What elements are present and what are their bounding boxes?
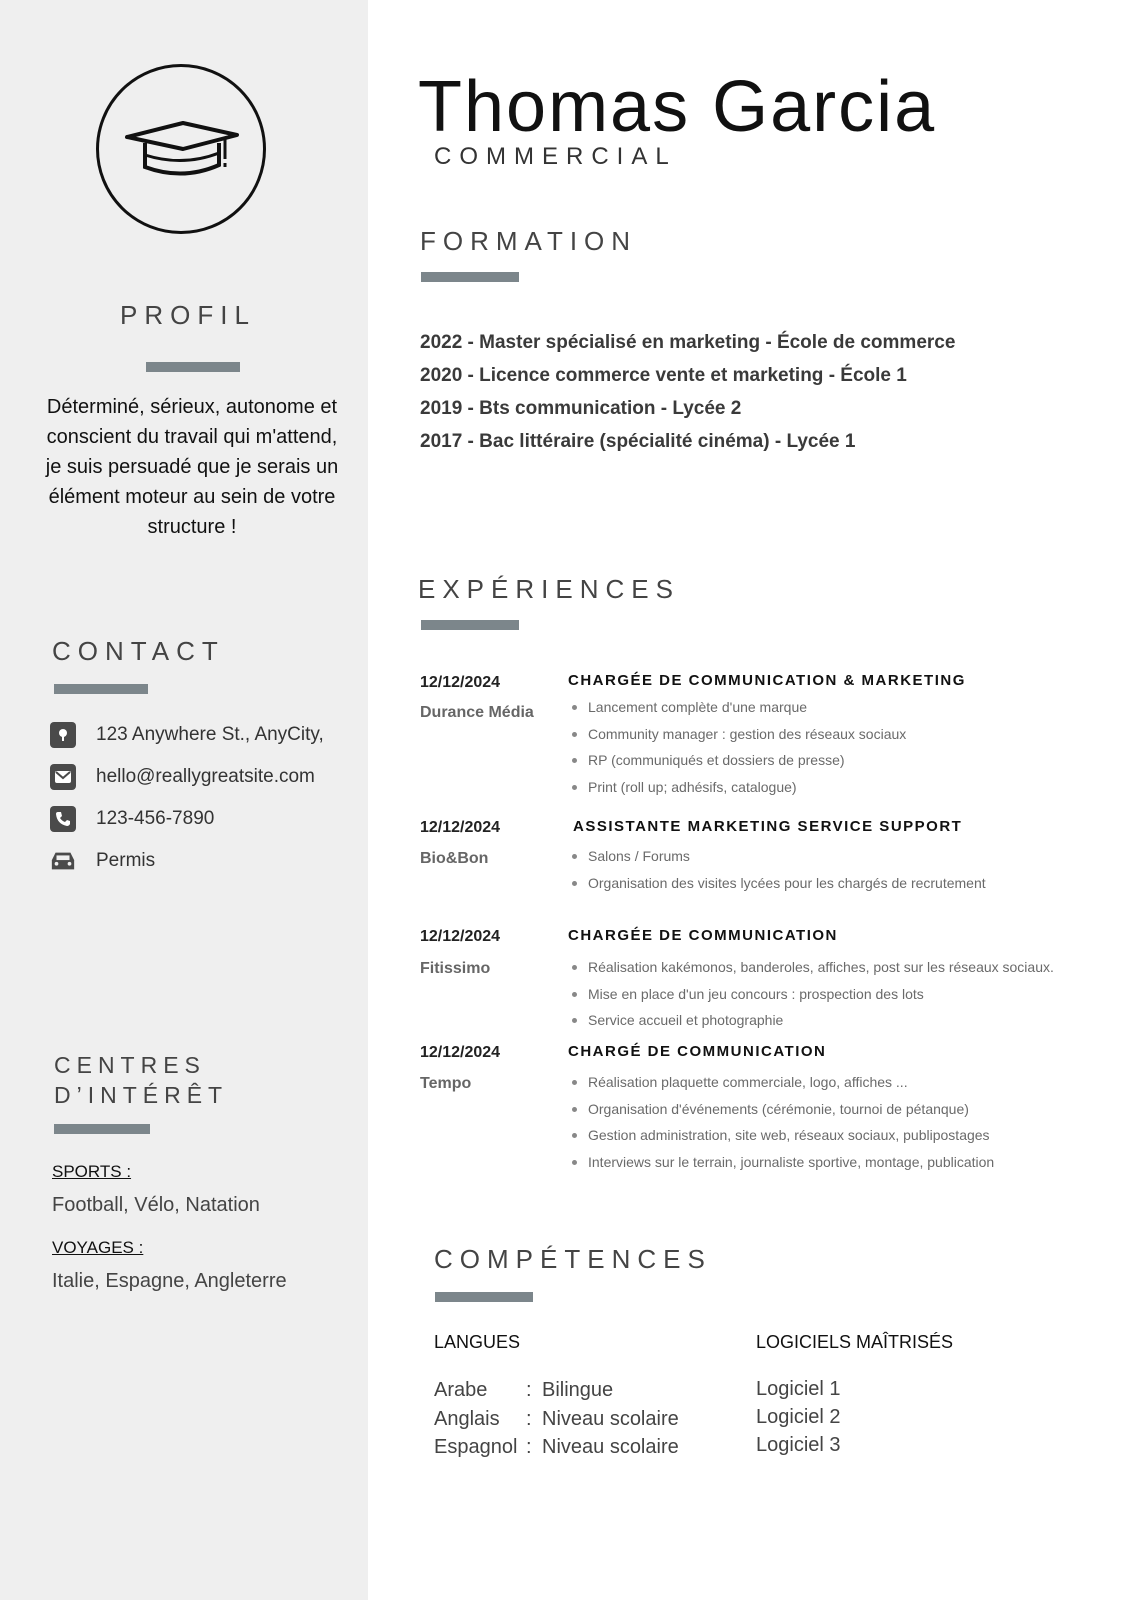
experience-bullets	[568, 954, 1054, 1034]
experience-bullet: Community manager : gestion des réseaux sociaux	[568, 721, 906, 748]
experience-bullet: Mise en place d'un jeu concours : prospection des lots	[568, 981, 1054, 1008]
experience-title: CHARGÉE DE COMMUNICATION & MARKETING	[568, 672, 966, 689]
experience-title: CHARGÉE DE COMMUNICATION	[568, 927, 838, 944]
experience-date: 12/12/2024	[420, 1044, 501, 1061]
language-level: Bilingue	[542, 1379, 614, 1401]
language-row	[434, 1405, 679, 1434]
language-name: Arabe	[434, 1379, 488, 1401]
candidate-name: Thomas Garcia	[418, 67, 937, 147]
formation-heading: FORMATION	[420, 226, 638, 256]
profile-heading: PROFIL	[120, 300, 256, 330]
experience-bullet: Gestion administration, site web, réseaux sociaux, publipostages	[568, 1122, 994, 1149]
language-separator: :	[526, 1436, 532, 1458]
interests-heading-line1: CENTRES	[54, 1052, 206, 1078]
formation-item: 2017 - Bac littéraire (spécialité cinéma) - Lycée 1	[420, 431, 856, 452]
experience-date: 12/12/2024	[420, 674, 501, 691]
experience-bullet: Print (roll up; adhésifs, catalogue)	[568, 774, 906, 801]
formation-item: 2020 - Licence commerce vente et marketing - École 1	[420, 365, 907, 386]
travel-value: Italie, Espagne, Angleterre	[52, 1270, 287, 1292]
experience-date: 12/12/2024	[420, 928, 501, 945]
experience-company: Fitissimo	[420, 960, 491, 977]
experience-bullets	[568, 843, 986, 896]
address-text: 123 Anywhere St., AnyCity,	[96, 724, 324, 745]
experience-title: CHARGÉ DE COMMUNICATION	[568, 1043, 827, 1060]
interests-heading-line2: D’INTÉRÊT	[54, 1082, 229, 1108]
language-level: Niveau scolaire	[542, 1436, 679, 1458]
interests-divider	[54, 1124, 150, 1134]
contact-address	[50, 720, 324, 750]
phone-icon	[50, 806, 76, 832]
phone-text: 123-456-7890	[96, 808, 215, 829]
language-separator: :	[526, 1379, 532, 1401]
software-list	[756, 1375, 841, 1459]
license-text: Permis	[96, 850, 156, 871]
envelope-icon	[50, 764, 76, 790]
experience-company: Tempo	[420, 1075, 472, 1092]
experiences-heading: EXPÉRIENCES	[418, 574, 680, 604]
language-level: Niveau scolaire	[542, 1407, 679, 1430]
experience-title: ASSISTANTE MARKETING SERVICE SUPPORT	[573, 818, 963, 835]
software-item: Logiciel 1	[756, 1378, 841, 1400]
experience-bullet: Lancement complète d'une marque	[568, 694, 906, 721]
experience-bullet: RP (communiqués et dossiers de presse)	[568, 747, 906, 774]
contact-license	[50, 846, 155, 876]
avatar	[96, 64, 266, 234]
experience-date: 12/12/2024	[420, 819, 501, 836]
car-icon	[50, 848, 76, 874]
profile-text: Déterminé, sérieux, autonome et conscient du travail qui m'attend, je suis persuadé que je serais un élément moteur au sein de votre structure !	[45, 396, 339, 538]
job-title: COMMERCIAL	[434, 143, 677, 170]
contact-heading: CONTACT	[52, 636, 225, 666]
graduation-cap-icon	[121, 115, 241, 185]
formation-divider	[421, 272, 519, 282]
sports-value: Football, Vélo, Natation	[52, 1194, 260, 1216]
experience-bullet: Salons / Forums	[568, 843, 986, 870]
experiences-divider	[421, 620, 519, 630]
experience-bullet: Réalisation kakémonos, banderoles, affiches, post sur les réseaux sociaux.	[568, 954, 1054, 981]
skills-divider	[435, 1292, 533, 1302]
experience-bullet: Service accueil et photographie	[568, 1007, 1054, 1034]
formation-list	[420, 326, 955, 458]
software-item: Logiciel 3	[756, 1434, 841, 1456]
email-link[interactable]: hello@reallygreatsite.com	[96, 766, 315, 787]
experience-bullet: Interviews sur le terrain, journaliste sportive, montage, publication	[568, 1149, 994, 1176]
software-item: Logiciel 2	[756, 1406, 841, 1428]
contact-phone	[50, 804, 214, 834]
experience-company: Durance Média	[420, 704, 534, 721]
contact-email	[50, 762, 315, 792]
language-row	[434, 1376, 679, 1405]
language-row	[434, 1433, 679, 1462]
experience-bullet: Organisation des visites lycées pour les chargés de recrutement	[568, 870, 986, 897]
experience-bullets	[568, 694, 906, 800]
languages-heading: LANGUES	[434, 1332, 521, 1352]
location-pin-icon	[50, 722, 76, 748]
experience-bullet: Réalisation plaquette commerciale, logo, affiches ...	[568, 1069, 994, 1096]
profile-divider	[146, 362, 240, 372]
languages-list	[434, 1376, 679, 1462]
skills-heading: COMPÉTENCES	[434, 1244, 712, 1274]
language-separator: :	[526, 1407, 532, 1430]
language-name: Espagnol	[434, 1436, 518, 1458]
language-name: Anglais	[434, 1407, 500, 1430]
sports-label: SPORTS :	[52, 1162, 132, 1181]
experience-company: Bio&Bon	[420, 850, 489, 867]
formation-item: 2019 - Bts communication - Lycée 2	[420, 398, 742, 419]
contact-divider	[54, 684, 148, 694]
software-heading: LOGICIELS MAÎTRISÉS	[756, 1332, 954, 1352]
formation-item: 2022 - Master spécialisé en marketing - École de commerce	[420, 332, 956, 353]
travel-label: VOYAGES :	[52, 1238, 144, 1257]
sidebar	[0, 0, 368, 1600]
experience-bullet: Organisation d'événements (cérémonie, tournoi de pétanque)	[568, 1096, 994, 1123]
experience-bullets	[568, 1069, 994, 1175]
